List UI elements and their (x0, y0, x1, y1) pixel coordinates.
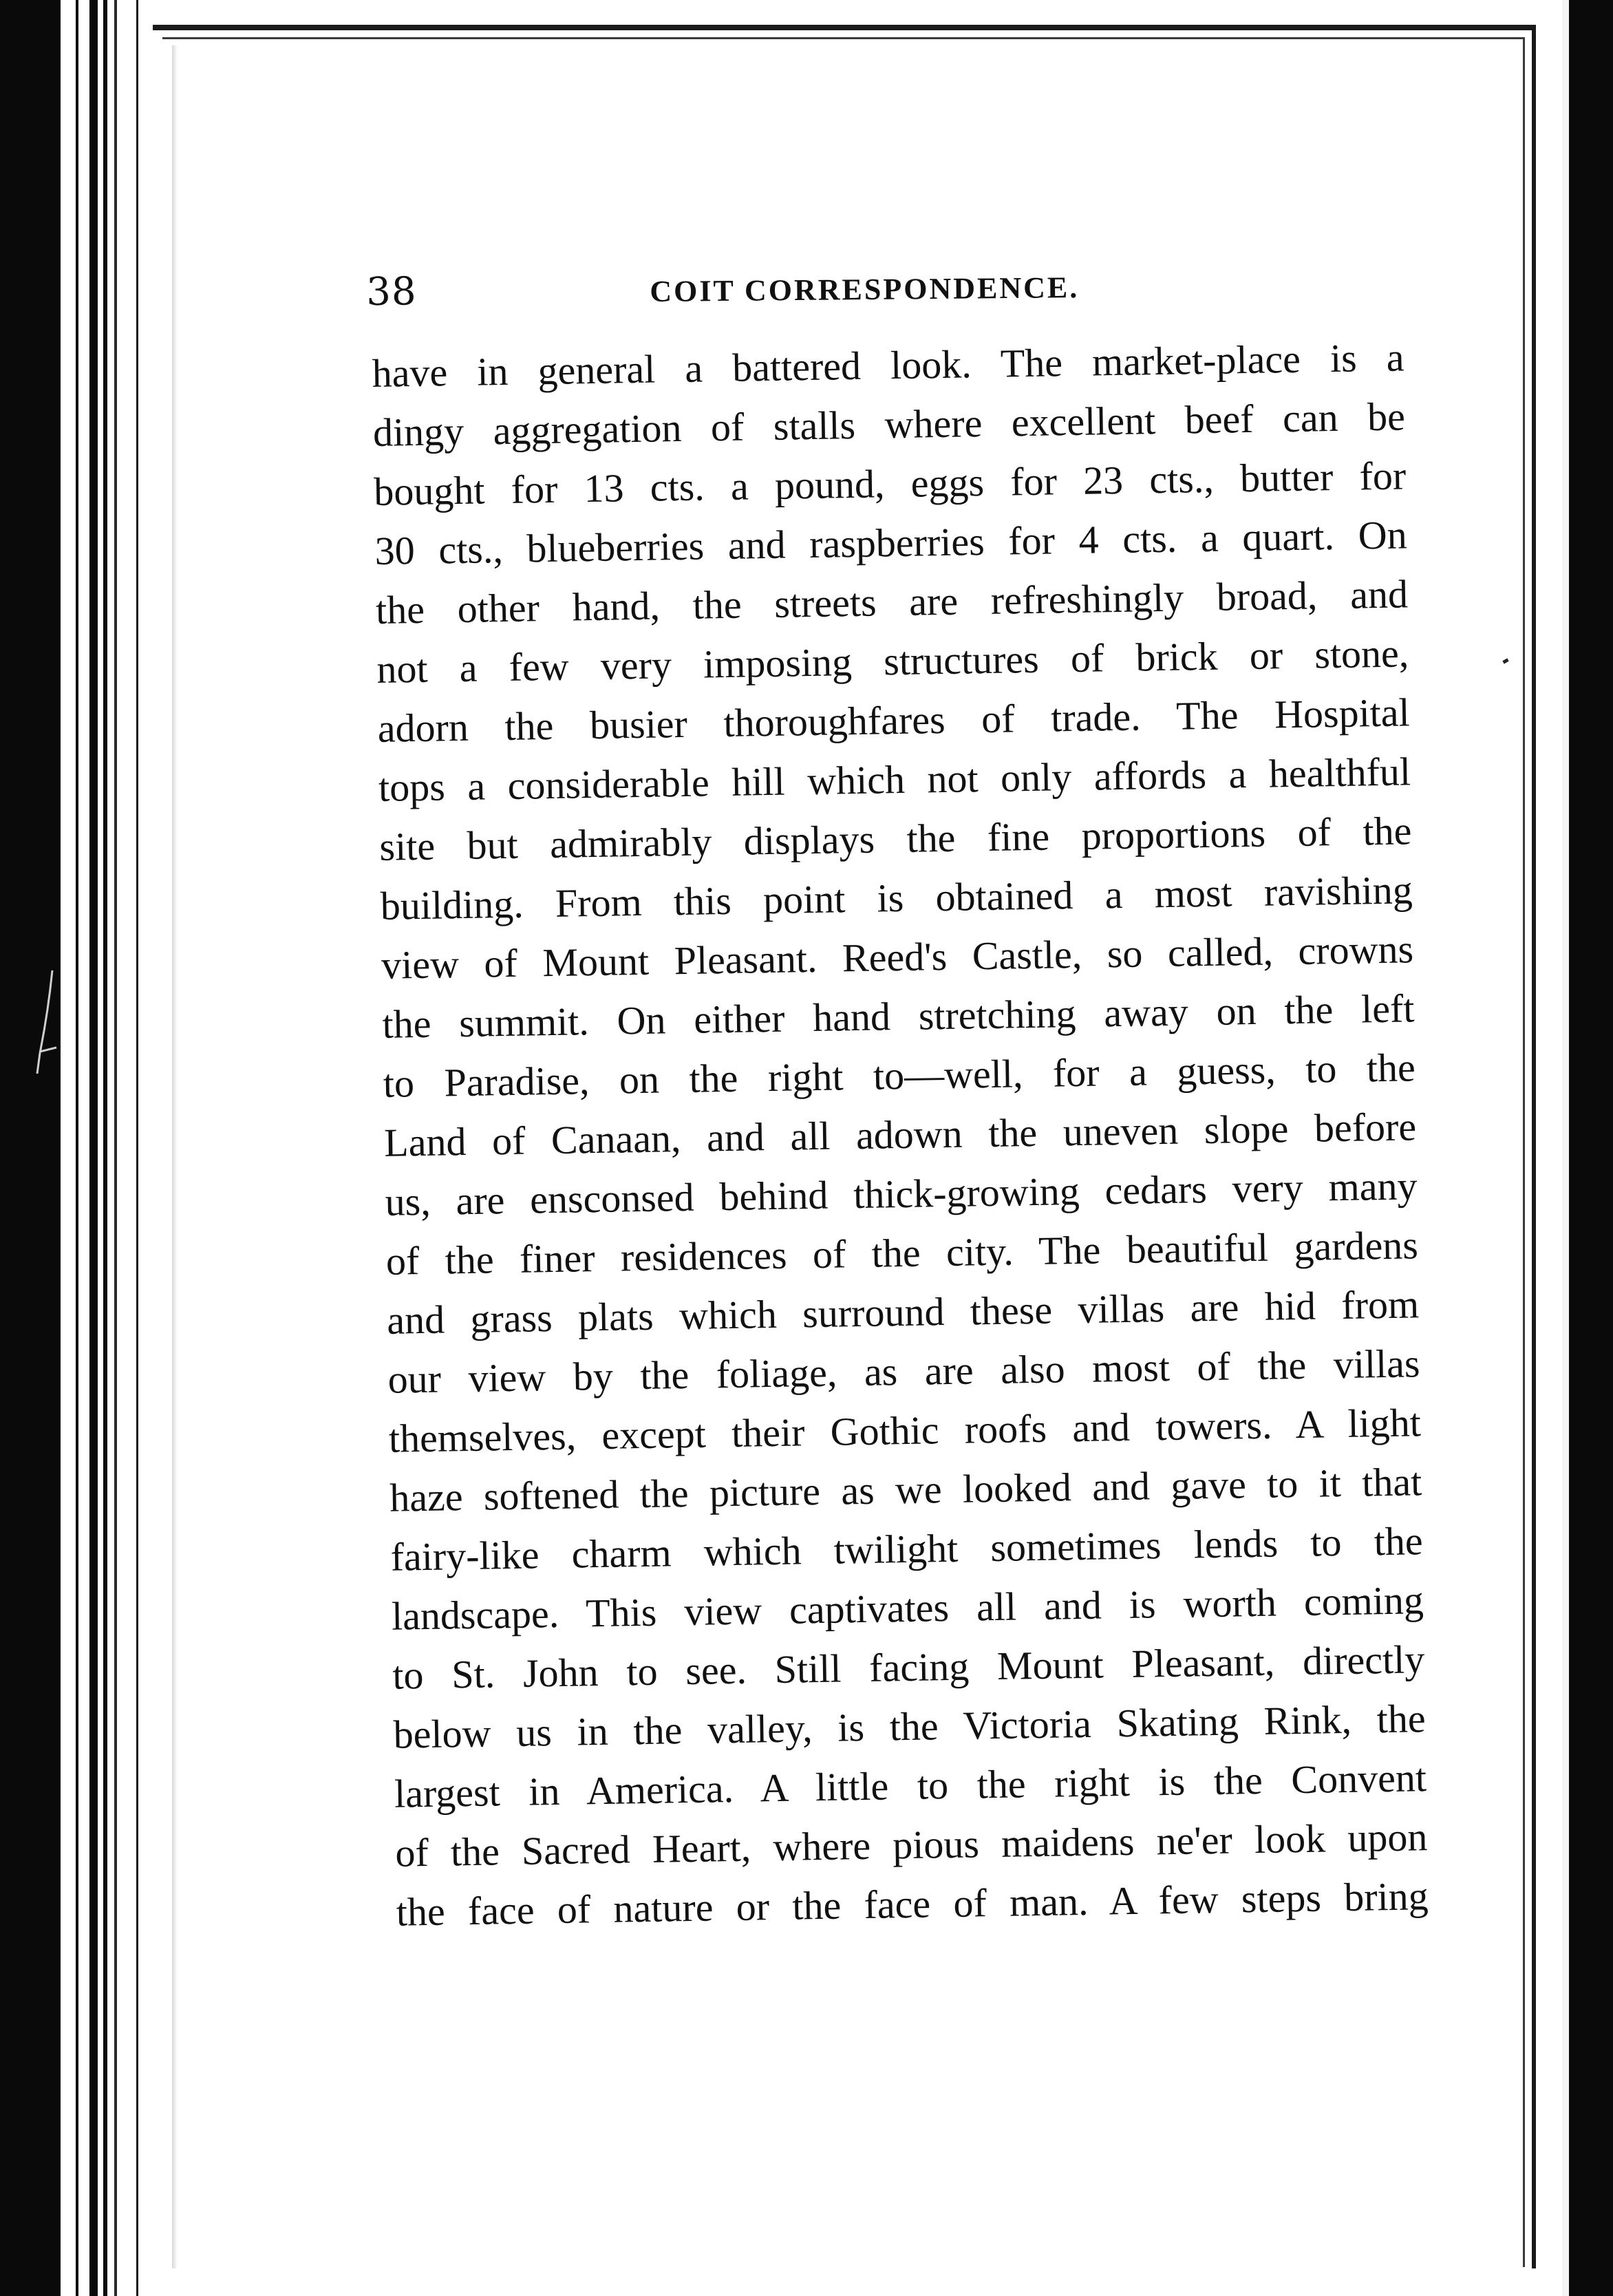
binding-stripe (114, 0, 117, 2296)
text-line: below us in the valley, is the Victoria Skating Rink, the (393, 1696, 1427, 1757)
page-gutter-shadow (172, 45, 178, 2268)
text-line: the face of nature or the face of man. A few steps bring (396, 1873, 1429, 1935)
running-title: COIT CORRESPONDENCE. (650, 270, 1080, 309)
margin-mark-icon (36, 970, 59, 1074)
binding-stripe (66, 0, 70, 2296)
text-line: to Paradise, on the right to—well, for a guess, to the (383, 1045, 1416, 1106)
binding-stripe (136, 0, 138, 2296)
text-line: of the finer residences of the city. The beautiful gardens (385, 1222, 1419, 1284)
text-line: view of Mount Pleasant. Reed's Castle, so called, crowns (381, 926, 1414, 988)
text-line: haze softened the picture as we looked and gave to it that (389, 1459, 1422, 1520)
text-line: site but admirably displays the fine proportions of the (378, 808, 1412, 869)
text-line: the summit. On either hand stretching away on the left (382, 986, 1415, 1047)
text-line: fairy-like charm which twilight sometimes lends to the (390, 1518, 1424, 1580)
body-text (372, 328, 1429, 1942)
left-binding-edge (0, 0, 61, 2296)
text-line: not a few very imposing structures of brick or stone, (376, 630, 1409, 692)
text-line: themselves, except their Gothic roofs and towers. A light (388, 1400, 1422, 1461)
text-line: of the Sacred Heart, where pious maidens ne'er look upon (394, 1814, 1428, 1875)
text-line: and grass plats which surround these villas are hid from (386, 1282, 1420, 1343)
text-line: tops a considerable hill which not only affords a healthful (378, 749, 1411, 810)
text-line: adorn the busier thoroughfares of trade. The Hospital (377, 690, 1411, 751)
binding-stripe (81, 0, 87, 2296)
text-line: landscape. This view captivates all and is worth coming (391, 1577, 1424, 1639)
text-line: have in general a battered look. The market-place is a (372, 334, 1404, 396)
text-line: Land of Canaan, and all adown the uneven slope before (383, 1104, 1417, 1165)
binding-stripe (76, 0, 78, 2296)
page-number: 38 (366, 269, 417, 315)
right-binding-edge (1569, 0, 1613, 2296)
text-line: the other hand, the streets are refreshingly broad, and (375, 571, 1409, 633)
text-line: dingy aggregation of stalls where excellent beef can be (372, 394, 1406, 455)
right-page-edge (1562, 0, 1569, 2296)
text-line: to St. John to see. Still facing Mount Pleasant, directly (392, 1637, 1425, 1698)
text-line: us, are ensconsed behind thick-growing cedars very many (385, 1163, 1418, 1224)
text-line: largest in America. A little to the right is the Convent (394, 1755, 1427, 1816)
text-line: our view by the foliage, as are also most of the villas (387, 1341, 1420, 1402)
text-line: building. From this point is obtained a most ravishing (380, 867, 1413, 928)
text-line: bought for 13 cts. a pound, eggs for 23 cts., butter for (373, 453, 1407, 514)
binding-stripe (103, 0, 107, 2296)
text-line: 30 cts., blueberries and raspberries for 4 cts. a quart. On (374, 512, 1408, 573)
binding-stripe (89, 0, 98, 2296)
running-head (366, 262, 1261, 325)
